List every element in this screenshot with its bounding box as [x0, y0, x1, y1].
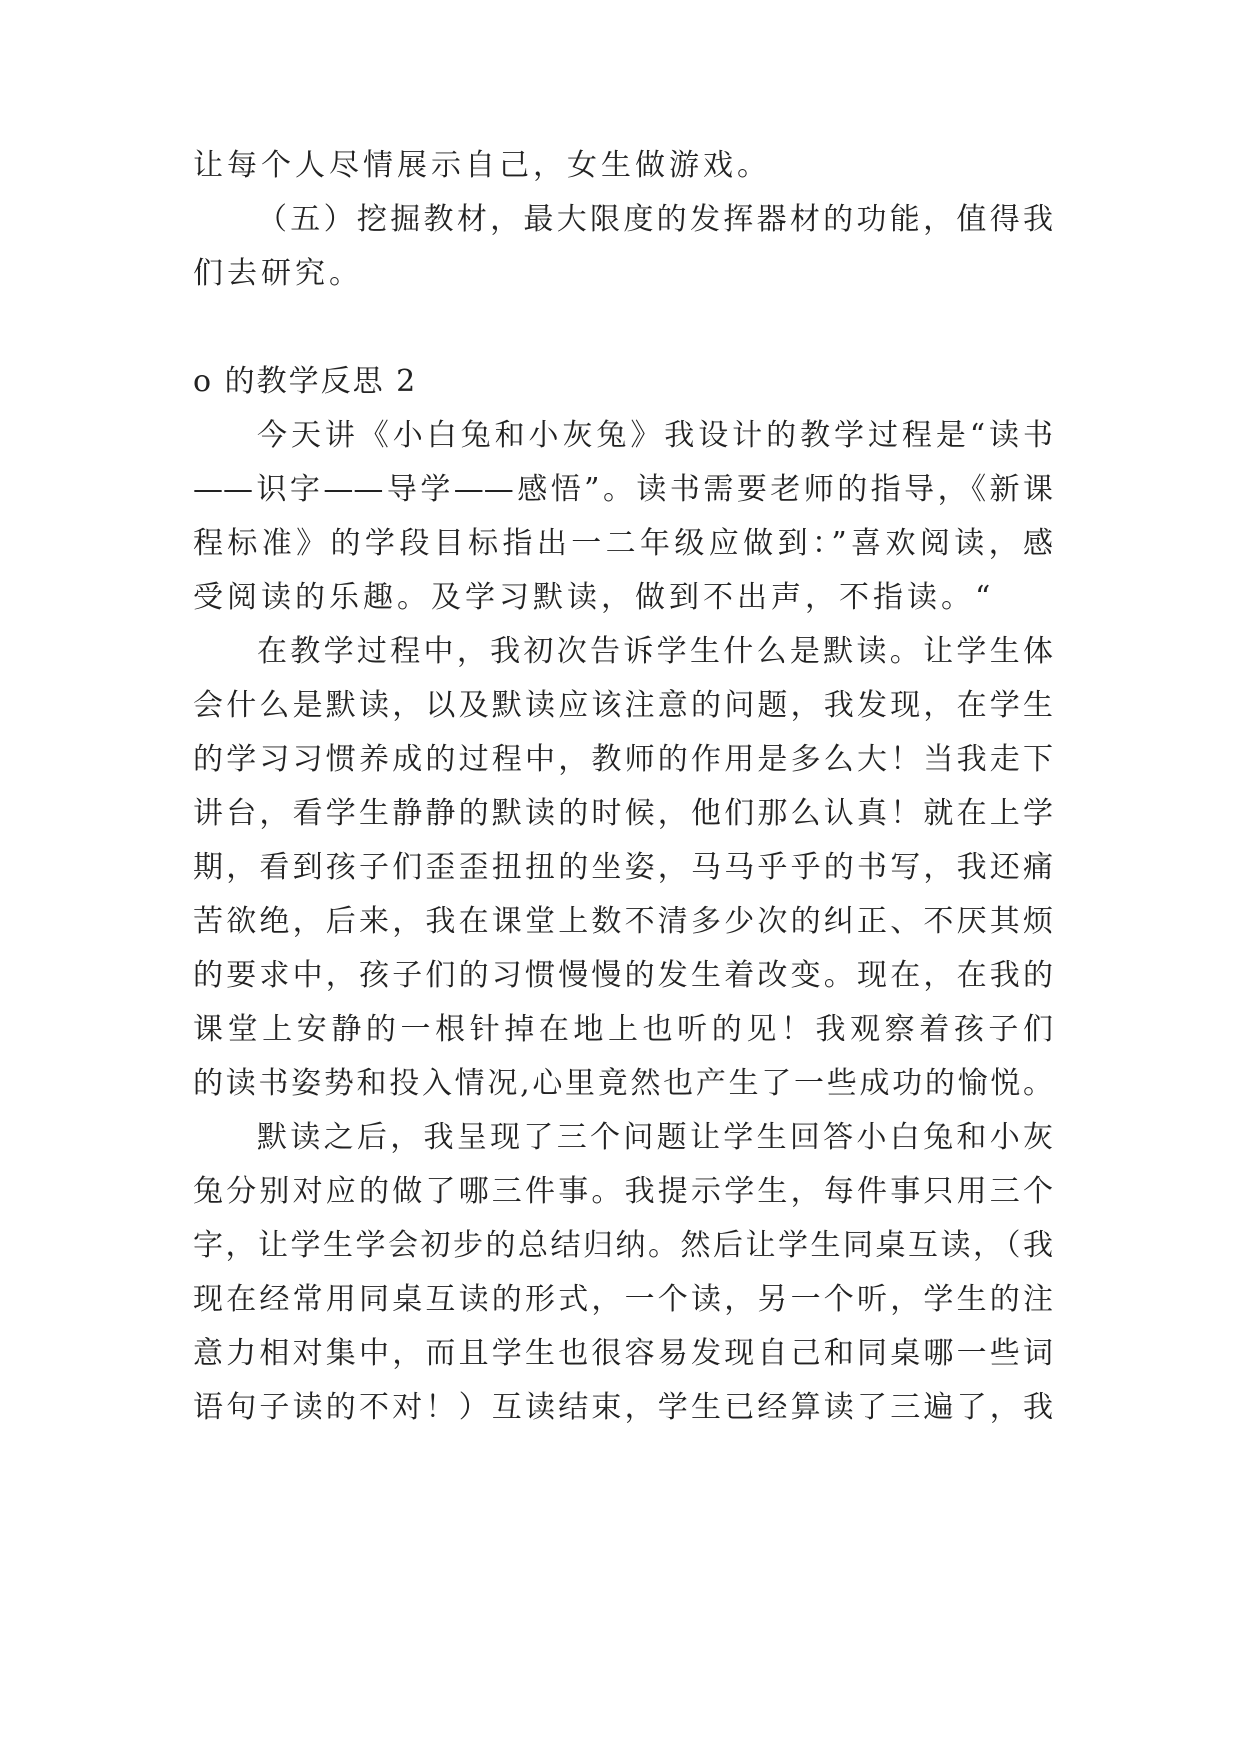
text-line: ——识字——导学——感悟”。读书需要老师的指导，《新课 [193, 472, 1053, 507]
text-line: （五）挖掘教材，最大限度的发挥器材的功能，值得我 [257, 202, 1053, 237]
text-line: 的读书姿势和投入情况,心里竟然也产生了一些成功的愉悦。 [193, 1066, 1053, 1101]
text-line: 们去研究。 [193, 256, 363, 291]
text-line: 语句子读的不对！）互读结束，学生已经算读了三遍了，我 [193, 1390, 1053, 1425]
text-line: 意力相对集中，而且学生也很容易发现自己和同桌哪一些词 [193, 1336, 1053, 1371]
text-line: 默读之后，我呈现了三个问题让学生回答小白兔和小灰 [257, 1120, 1053, 1155]
text-line: 期，看到孩子们歪歪扭扭的坐姿，马马乎乎的书写，我还痛 [193, 850, 1053, 885]
text-line: 苦欲绝，后来，我在课堂上数不清多少次的纠正、不厌其烦 [193, 904, 1053, 939]
text-line: 会什么是默读，以及默读应该注意的问题，我发现，在学生 [193, 688, 1053, 723]
text-line: 兔分别对应的做了哪三件事。我提示学生，每件事只用三个 [193, 1174, 1053, 1209]
text-line: 让每个人尽情展示自己，女生做游戏。 [193, 148, 771, 183]
text-line: 字，让学生学会初步的总结归纳。然后让学生同桌互读，（我 [193, 1228, 1053, 1263]
text-line: 现在经常用同桌互读的形式，一个读，另一个听，学生的注 [193, 1282, 1053, 1317]
text-line: 程标准》的学段目标指出一二年级应做到：”喜欢阅读，感 [193, 526, 1053, 561]
text-line: 讲台，看学生静静的默读的时候，他们那么认真！就在上学 [193, 796, 1053, 831]
text-line: 在教学过程中，我初次告诉学生什么是默读。让学生体 [257, 634, 1053, 669]
text-line: 今天讲《小白兔和小灰兔》我设计的教学过程是“读书 [257, 418, 1053, 453]
text-line: 受阅读的乐趣。及学习默读，做到不出声，不指读。“ [193, 580, 995, 615]
text-line: 的学习习惯养成的过程中，教师的作用是多么大！当我走下 [193, 742, 1053, 777]
text-line: 课堂上安静的一根针掉在地上也听的见！我观察着孩子们 [193, 1012, 1053, 1047]
section-heading: o 的教学反思 2 [193, 364, 418, 399]
text-line: 的要求中，孩子们的习惯慢慢的发生着改变。现在，在我的 [193, 958, 1053, 993]
